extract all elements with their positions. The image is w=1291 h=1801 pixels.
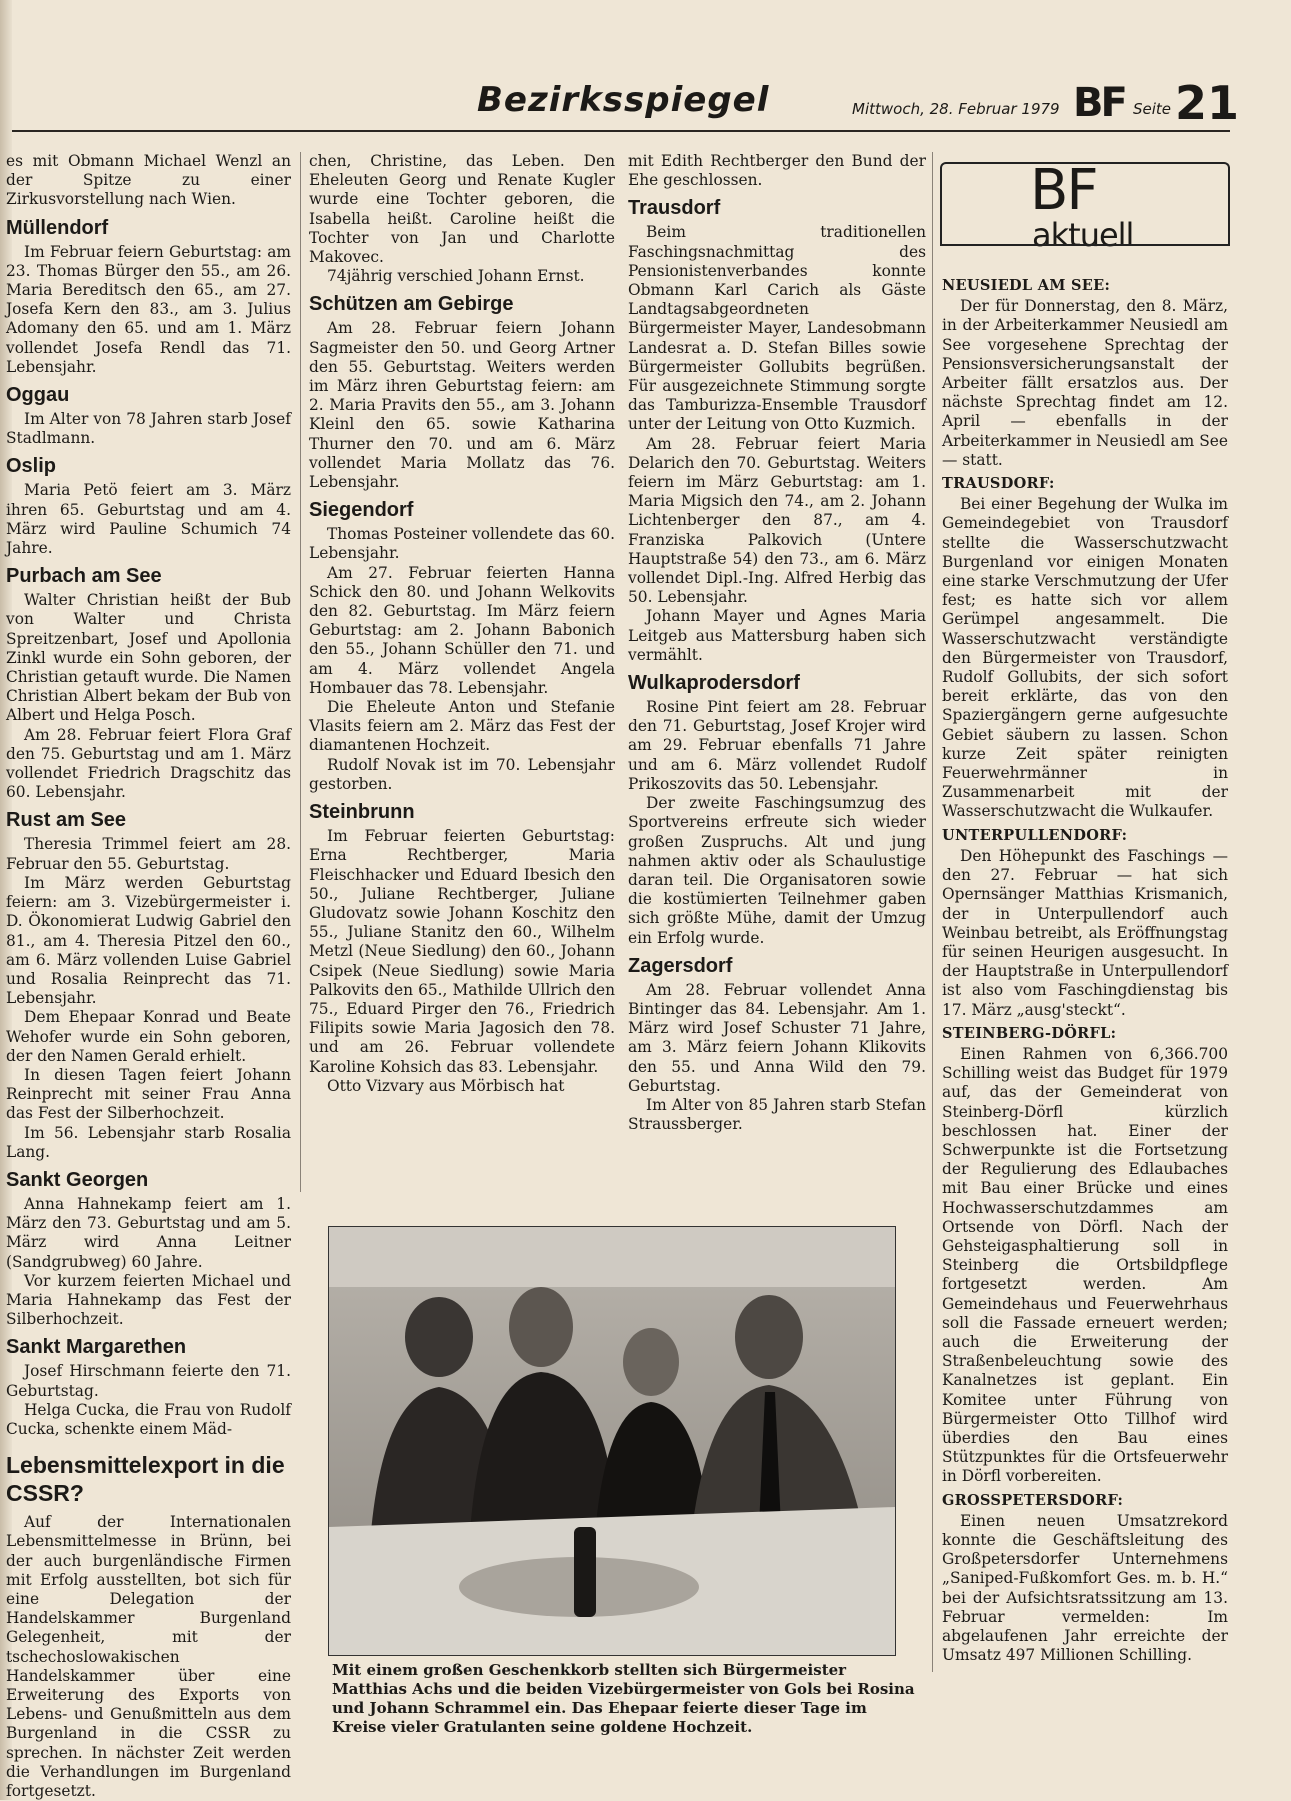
article-heading: Purbach am See [6, 565, 162, 588]
article-text: Vor kurzem feierten Michael und Maria Hahnekamp das Fest der Silberhochzeit. [6, 1271, 291, 1329]
article-text: Der zweite Faschingsumzug des Sportvereins erfreute sich wieder großen Zuspruchs. Alt und jung nahmen aktiv oder als Schaulustige daran teil. Die Organisatoren sowie die kostümierten Teilnehmer gaben sich größte Mühe, damit der Umzug ein Erfolg wurde. [628, 794, 926, 947]
article-text: Johann Mayer und Agnes Maria Leitgeb aus Mattersburg haben sich vermählt. [628, 607, 926, 664]
article-heading: Sankt Margarethen [6, 1336, 187, 1359]
section-title: Bezirksspiegel [477, 80, 770, 120]
article-text: Rosine Pint feiert am 28. Februar den 71. Geburtstag, Josef Krojer wird am 29. Februar ebenfalls 71 Jahre und am 6. März vollendet Rudolf Prikoszovits das 50. Lebensjahr. [628, 698, 926, 793]
article-heading: Rust am See [6, 809, 127, 832]
article-heading: Siegendorf [309, 499, 414, 522]
news-heading: TRAUSDORF: [942, 475, 1055, 493]
article-headline: Lebensmittelexport in die CSSR? [6, 1452, 285, 1507]
news-text: Einen Rahmen von 6,366.700 Schilling weist das Budget für 1979 auf, das der Gemeinderat von Steinberg-Dörfl kürzlich beschlossen hat. Einer der Schwerpunkte ist die Fortsetzung der Regulierung des Edlaubaches mit Bau einer Brücke und eines Hochwasserschutzdammes am Ortsende von Dörfl. Nach der Gehsteigasphaltierung soll in Steinberg die Ortsbildpflege fortgesetzt werden. Am Gemeindehaus und Feuerwehrhaus soll die Fassade erneuert werden; auch die Erweiterung der Straßenbeleuchtung sowie des Kanalnetzes ist geplant. Ein Komitee unter Führung von Bürgermeister Otto Tillhof wird überdies den Bau eines Stützpunktes für die Ortsfeuerwehr in Dörfl vorbereiten. [942, 1044, 1228, 1486]
article-heading: Steinbrunn [309, 801, 415, 824]
column-aktuell [942, 272, 1228, 1665]
article-text: mit Edith Rechtberger den Bund der Ehe geschlossen. [628, 152, 926, 190]
article-text: Im März werden Geburtstag feiern: am 3. Vizebürgermeister i. D. Ökonomierat Ludwig Gabriel den 81., am 4. Theresia Pitzel den 60., am 6. März vollenden Luise Gabriel und Rosalia Reinprecht das 71. Lebensjahr. [6, 873, 291, 1008]
news-text: Einen neuen Umsatzrekord konnte die Geschäftsleitung des Großpetersdorfer Unternehmens „Saniped-Fußkomfort Ges. m. b. H.“ bei der Aufsichtsratssitzung am 13. Februar vermelden: Im abgelaufenen Jahr erreichte der Umsatz 497 Millionen Schilling. [942, 1511, 1228, 1665]
article-text: Beim traditionellen Faschingsnachmittag des Pensionistenverbandes konnte Obmann Karl Carich als Gäste Landtagsabgeordneten Bürgermeister Mayer, Landesobmann Landesrat a. D. Stefan Billes sowie Bürgermeister Gollubits begrüßen. Für ausgezeichnete Stimmung sorgte das Tamburizza-Ensemble Trausdorf unter der Leitung von Otto Kuzmich. [628, 223, 926, 434]
article-heading: Sankt Georgen [6, 1168, 149, 1191]
article-text: Josef Hirschmann feierte den 71. Geburtstag. [6, 1362, 291, 1400]
article-text: Am 27. Februar feierten Hanna Schick den 80. und Johann Welkovits den 82. Geburtstag. Im März feiern Geburtstag: am 2. Johann Babonich den 55., Johann Schüller den 71. und am 4. März vollendet Angela Hombauer das 78. Lebensjahr. [309, 563, 615, 697]
article-text: Thomas Posteiner vollendete das 60. Lebensjahr. [309, 525, 615, 563]
column-rule [932, 152, 933, 1672]
column-rule [300, 152, 301, 1192]
bf-aktuell-logo [940, 158, 1228, 258]
newspaper-logo: BF [1073, 80, 1125, 126]
article-text: Im Alter von 78 Jahren starb Josef Stadlmann. [6, 410, 291, 448]
article-heading: Wulkaprodersdorf [628, 672, 800, 695]
article-heading: Oslip [6, 455, 57, 478]
article-text: es mit Obmann Michael Wenzl an der Spitze zu einer Zirkusvorstellung nach Wien. [6, 152, 291, 209]
issue-date: Mittwoch, 28. Februar 1979 [852, 100, 1060, 118]
page-label: Seite [1133, 100, 1172, 118]
news-heading: NEUSIEDL AM SEE: [942, 277, 1111, 294]
article-text: Anna Hahnekamp feiert am 1. März den 73. Geburtstag und am 5. März wird Anna Leitner (Sandgrubweg) 60 Jahre. [6, 1194, 291, 1271]
article-text: Maria Petö feiert am 3. März ihren 65. Geburtstag und am 4. März wird Pauline Schumich 74 Jahre. [6, 481, 291, 558]
article-text: Im Februar feierten Geburtstag: Erna Rechtberger, Maria Fleischhacker und Eduard Ibesich den 50., Juliane Rechtberger, Juliane Gludovatz sowie Johann Koschitz den 55., Juliane Stanitz den 60., Wilhelm Metzl (Neue Siedlung) den 60., Johann Csipek (Neue Siedlung) sowie Maria Palkovits den 65., Mathilde Ullrich den 75., Eduard Pirger den 76., Friedrich Filipits sowie Maria Jagosich den 78. und am 26. Februar vollendete Karoline Kohsich das 83. Lebensjahr. [309, 827, 615, 1076]
article-text: Rudolf Novak ist im 70. Lebensjahr gestorben. [309, 755, 615, 793]
article-text: Im 56. Lebensjahr starb Rosalia Lang. [6, 1123, 291, 1161]
photo-caption: Mit einem großen Geschenkkorb stellten sich Bürgermeister Matthias Achs und die beiden Vizebürgermeister von Gols bei Rosina und Johann Schrammel ein. Das Ehepaar feierte dieser Tage im Kreise vieler Gratulanten seine goldene Hochzeit. [332, 1661, 915, 1736]
news-text: Bei einer Begehung der Wulka im Gemeindegebiet von Trausdorf stellte die Wasserschutzwacht Burgenland vor einigen Monaten eine starke Verschmutzung der Ufer fest; es hatte sich vor allem Gerümpel angesammelt. Die Wasserschutzwacht verständigte den Bürgermeister von Trausdorf, Rudolf Gollubits, der sich sofort bereit erklärte, das von den Spaziergängern gerne aufgesuchte Gebiet säubern zu lassen. Schon kurze Zeit später reinigten Feuerwehrmänner in Zusammenarbeit mit der Wasserschutzwacht die Wulkaufer. [942, 495, 1228, 821]
news-heading: STEINBERG-DÖRFL: [942, 1024, 1117, 1042]
article-text: Im Februar feiern Geburtstag: am 23. Thomas Bürger den 55., am 26. Maria Bereditsch den 65., am 27. Josefa Kern den 83., am 3. Julius Adomany den 65. und am 1. März vollendet Josefa Rendl das 71. Lebensjahr. [6, 242, 291, 376]
article-text: Otto Vizvary aus Mörbisch hat [327, 1076, 565, 1095]
article-heading: Zagersdorf [628, 954, 733, 977]
article-heading: Trausdorf [628, 197, 721, 220]
article-text: 74jährig verschied Johann Ernst. [327, 267, 585, 286]
article-text: In diesen Tagen feiert Johann Reinprecht mit seiner Frau Anna das Fest der Silberhochzeit. [6, 1065, 291, 1123]
article-heading: Müllendorf [6, 216, 109, 239]
article-text: Auf der Internationalen Lebensmittelmesse in Brünn, bei der auch burgenländische Firmen mit Erfolg ausstellten, bot sich für eine Delegation der Handelskammer Burgenland Gelegenheit, mit der tschechoslowakischen Handelskammer über eine Erweiterung des Exports von Lebens- und Genußmitteln aus dem Burgenland in die CSSR zu sprechen. In nächster Zeit werden die Verhandlungen im Burgenland fortgesetzt. [6, 1513, 291, 1801]
group-photo-illustration [329, 1227, 895, 1655]
column-2 [309, 152, 615, 1096]
news-text: Der für Donnerstag, den 8. März, in der Arbeiterkammer Neusiedl am See vorgesehene Sprechtag der Pensionsversicherungsanstalt der Arbeiter fällt ersatzlos aus. Der nächste Sprechtag findet am 12. April — ebenfalls in der Arbeiterkammer in Neusiedl am See — statt. [942, 297, 1228, 469]
article-text: Am 28. Februar feiern Johann Sagmeister den 50. und Georg Artner den 55. Geburtstag. Weiters werden im März ihren Geburtstag feiern: am 2. Maria Pravits den 55., am 3. Johann Kleinl den 65. sowie Katharina Thurner den 70. und am 6. März vollendet Maria Mollatz das 76. Lebensjahr. [309, 319, 615, 492]
article-text: Walter Christian heißt der Bub von Walter und Christa Spreitzenbart, Josef und Apollonia Zinkl wurde ein Sohn geboren, der Christian getauft wurde. Die Namen Christian Albert bekam der Bub von Albert und Helga Posch. [6, 591, 291, 725]
news-text: Den Höhepunkt des Faschings — den 27. Februar — hat sich Opernsänger Matthias Krismanich, der in Unterpullendorf auch Weinbau betreibt, als Eröffnungstag für seinen Heurigen ausgesucht. In der Hauptstraße in Unterpullendorf ist also vom Faschingdienstag bis 17. März „ausg'steckt“. [942, 846, 1228, 1019]
page-number: 21 [1175, 76, 1240, 130]
logo-aktuell: aktuell [1032, 216, 1134, 254]
news-heading: GROSSPETERSDORF: [942, 1491, 1124, 1509]
article-text: Die Eheleute Anton und Stefanie Vlasits feiern am 2. März das Fest der diamantenen Hochzeit. [309, 698, 615, 755]
column-3 [628, 152, 926, 1134]
news-photo [328, 1226, 896, 1656]
article-text: Theresia Trimmel feiert am 28. Februar den 55. Geburtstag. [6, 835, 291, 873]
article-text: chen, Christine, das Leben. Den Eheleuten Georg und Renate Kugler wurde eine Tochter geboren, die Isabella heißt. Caroline heißt die Tochter von Jan und Charlotte Makovec. [309, 152, 615, 267]
article-text: Dem Ehepaar Konrad und Beate Wehofer wurde ein Sohn geboren, der den Namen Gerald erhielt. [6, 1008, 291, 1065]
header-rule [12, 130, 1230, 132]
article-text: Im Alter von 85 Jahren starb Stefan Straussberger. [628, 1095, 926, 1134]
article-heading: Oggau [6, 384, 70, 407]
logo-bf: BF [1030, 158, 1097, 223]
column-1 [6, 152, 291, 1801]
news-heading: UNTERPULLENDORF: [942, 826, 1128, 844]
article-heading: Schützen am Gebirge [309, 293, 514, 316]
article-text: Am 28. Februar feiert Flora Graf den 75. Geburtstag und am 1. März vollendet Friedrich Dragschitz das 60. Lebensjahr. [6, 725, 291, 802]
article-text: Am 28. Februar vollendet Anna Bintinger das 84. Lebensjahr. Am 1. März wird Josef Schuster 71 Jahre, am 3. März feiern Johann Klikovits den 55. und Anna Wild den 79. Geburtstag. [628, 980, 926, 1095]
logo-underline [940, 244, 1228, 246]
article-text: Am 28. Februar feiert Maria Delarich den 70. Geburtstag. Weiters feiern im März Geburtstag: am 1. Maria Migsich den 74., am 2. Johann Lichtenberger den 87., am 4. Franziska Palkovich (Untere Hauptstraße 54) den 73., am 6. März vollendet Dipl.-Ing. Alfred Herbig das 50. Lebensjahr. [628, 434, 926, 607]
article-text: Helga Cucka, die Frau von Rudolf Cucka, schenkte einem Mäd- [6, 1400, 291, 1438]
